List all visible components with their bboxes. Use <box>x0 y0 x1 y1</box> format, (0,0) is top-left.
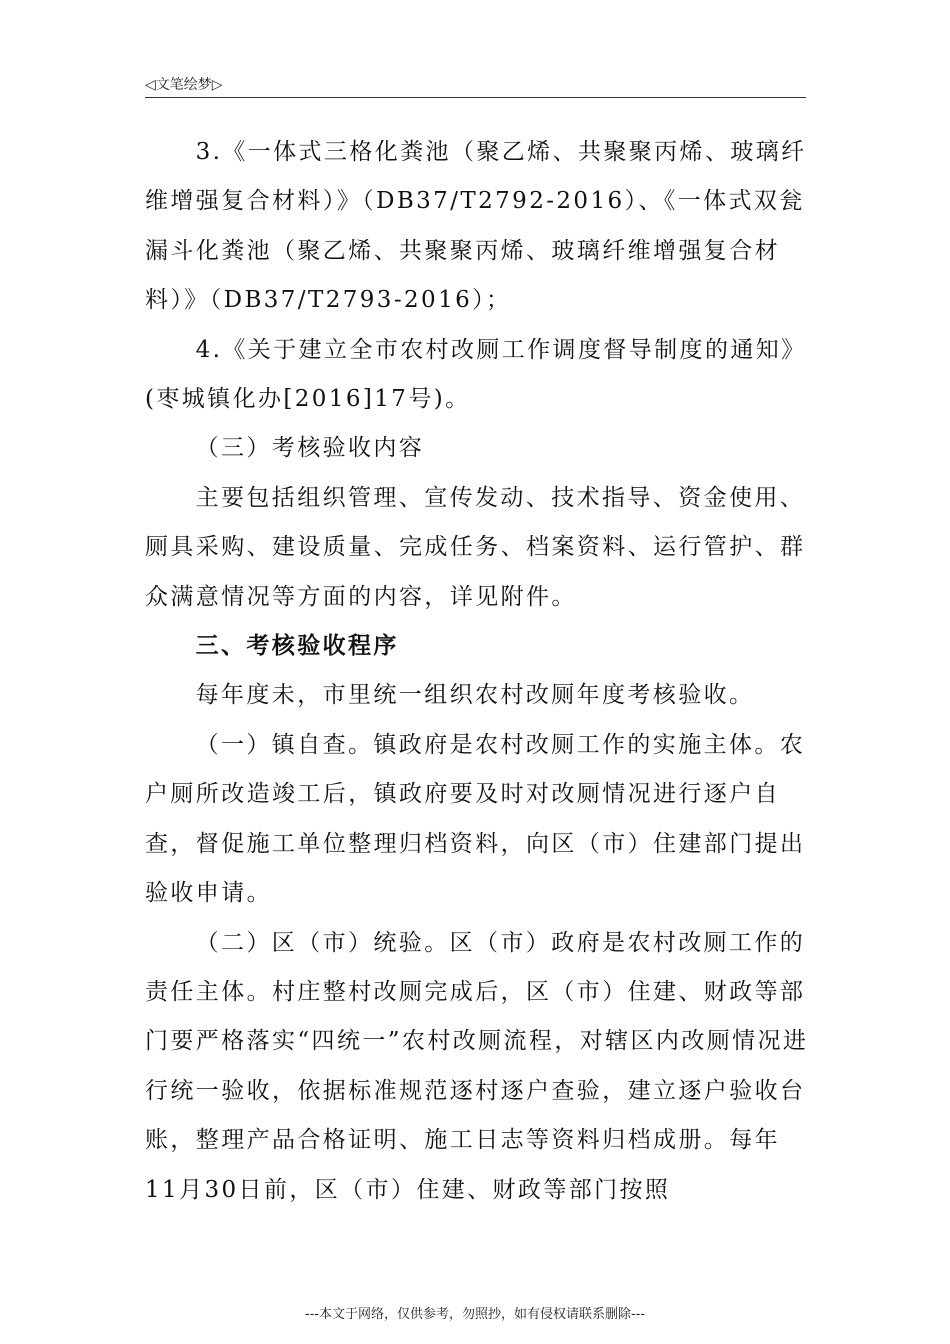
paragraph-town-self-check: （一）镇自查。镇政府是农村改厕工作的实施主体。农户厕所改造竣工后，镇政府要及时对改厕情况进行逐户自查，督促施工单位整理归档资料，向区（市）住建部门提出验收申请。 <box>145 731 806 907</box>
header-divider <box>145 97 806 98</box>
paragraph-standards-3: 3.《一体式三格化粪池（聚乙烯、共聚聚丙烯、玻璃纤维增强复合材料）》（DB37/T2792-2016）、《一体式双瓮漏斗化粪池（聚乙烯、共聚聚丙烯、玻璃纤维增强复合材料）》（DB37/T2793-2016）； <box>145 139 807 314</box>
paragraph-acceptance-content: 主要包括组织管理、宣传发动、技术指导、资金使用、厕具采购、建设质量、完成任务、档案资料、运行管护、群众满意情况等方面的内容，详见附件。 <box>145 484 806 610</box>
paragraph-district-inspection: （二）区（市）统验。区（市）政府是农村改厕工作的责任主体。村庄整村改厕完成后，区（市）住建、财政等部门要严格落实“四统一”农村改厕流程，对辖区内改厕情况进行统一验收，依据标准规范逐村逐户查验，建立逐户验收台账，整理产品合格证明、施工日志等资料归档成册。每年11月30日前，区（市）住建、财政等部门按照 <box>145 929 809 1203</box>
paragraph-notice-4: 4.《关于建立全市农村改厕工作调度督导制度的通知》(枣城镇化办[2016]17号)。 <box>145 336 807 413</box>
page-header: ◁文笔绘梦▷ <box>145 77 223 93</box>
document-body <box>145 128 810 1215</box>
page-footer: ---本文于网络，仅供参考，勿照抄，如有侵权请联系删除--- <box>304 1307 646 1322</box>
subheading-acceptance-content: （三）考核验收内容 <box>195 435 425 462</box>
paragraph-annual-acceptance: 每年度未，市里统一组织农村改厕年度考核验收。 <box>195 682 755 709</box>
section-heading-procedure: 三、考核验收程序 <box>195 633 399 660</box>
